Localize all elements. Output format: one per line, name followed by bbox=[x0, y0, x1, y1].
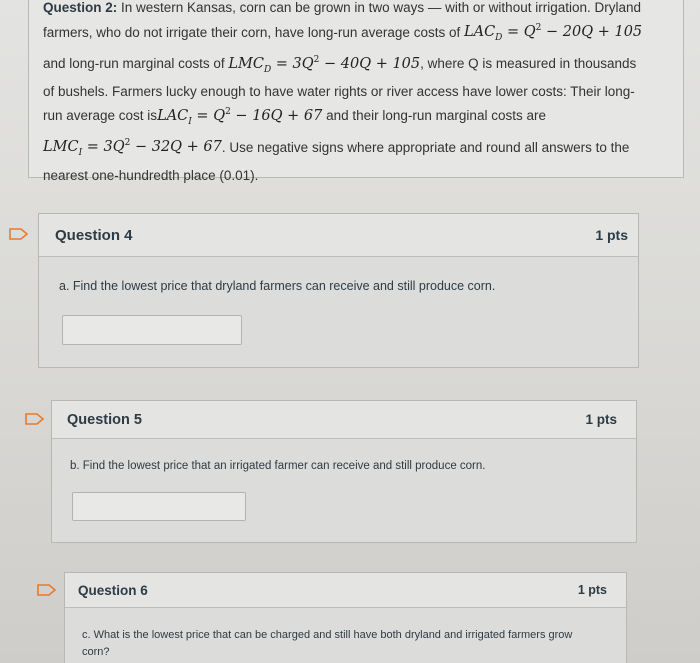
question-6-points: 1 pts bbox=[577, 583, 607, 597]
intro-line-7: nearest one-hundredth place (0.01). bbox=[43, 167, 259, 183]
intro-line-5-text-a: run average cost is bbox=[43, 108, 158, 124]
lmci-expression: $LMC_I = 3Q^2 - 32Q + 67$ bbox=[43, 138, 222, 159]
question-4-title: Question 4 bbox=[55, 227, 133, 244]
question-4-points: 1 pts bbox=[595, 227, 628, 243]
intro-line-2 bbox=[43, 19, 668, 50]
intro-line-3-text-b: , where Q is measured in thousands bbox=[420, 55, 637, 71]
flag-question-icon[interactable] bbox=[24, 412, 46, 426]
flag-question-icon[interactable] bbox=[36, 583, 58, 597]
question-6-header bbox=[65, 573, 626, 608]
intro-line-5-text-b: and their long-run marginal costs are bbox=[322, 108, 546, 124]
question-2-label: Question 2: bbox=[43, 0, 118, 15]
question-4-header bbox=[39, 214, 638, 257]
intro-line-2-text: farmers, who do not irrigate their corn, have long-run average costs of bbox=[43, 24, 464, 40]
question-4-prompt: a. Find the lowest price that dryland farmers can receive and still produce corn. bbox=[59, 279, 496, 293]
intro-line-1 bbox=[43, 0, 668, 19]
question-4-answer-input[interactable] bbox=[62, 315, 242, 345]
question-5-card bbox=[51, 400, 637, 543]
intro-line-6 bbox=[43, 134, 668, 165]
intro-line-5 bbox=[43, 102, 668, 133]
flag-question-icon[interactable] bbox=[8, 227, 30, 241]
question-5-title: Question 5 bbox=[67, 412, 142, 428]
laci-expression: $LAC_I = Q^2 - 16Q + 67$ bbox=[157, 107, 323, 128]
question-6-card bbox=[64, 572, 627, 663]
question-6-title: Question 6 bbox=[78, 583, 148, 598]
question-5-points: 1 pts bbox=[585, 412, 617, 427]
intro-line-3-text-a: and long-run marginal costs of bbox=[43, 55, 229, 71]
question-2-intro-text bbox=[43, 0, 668, 186]
question-5-answer-input[interactable] bbox=[72, 492, 246, 521]
intro-line-3 bbox=[43, 50, 668, 81]
question-5-prompt: b. Find the lowest price that an irrigated farmer can receive and still produce corn. bbox=[70, 460, 486, 472]
intro-line-6-text-b: . Use negative signs where appropriate and round all answers to the bbox=[221, 139, 630, 155]
question-5-header bbox=[52, 401, 636, 439]
intro-line-4: of bushels. Farmers lucky enough to have water rights or river access have lower costs: Their long- bbox=[43, 83, 635, 99]
question-6-prompt: c. What is the lowest price that can be charged and still have both dryland and irrigated farmers grow corn? bbox=[82, 629, 573, 658]
intro-line-1-text: In western Kansas, corn can be grown in two ways — with or without irrigation. Dryland bbox=[117, 0, 641, 15]
question-2-intro-box bbox=[28, 0, 684, 183]
lacd-expression: $LAC_D = Q^2 - 20Q + 105$ bbox=[463, 23, 643, 44]
question-4-card bbox=[38, 213, 639, 368]
lmcd-expression: $LMC_D = 3Q^2 - 40Q + 105$ bbox=[228, 54, 421, 75]
